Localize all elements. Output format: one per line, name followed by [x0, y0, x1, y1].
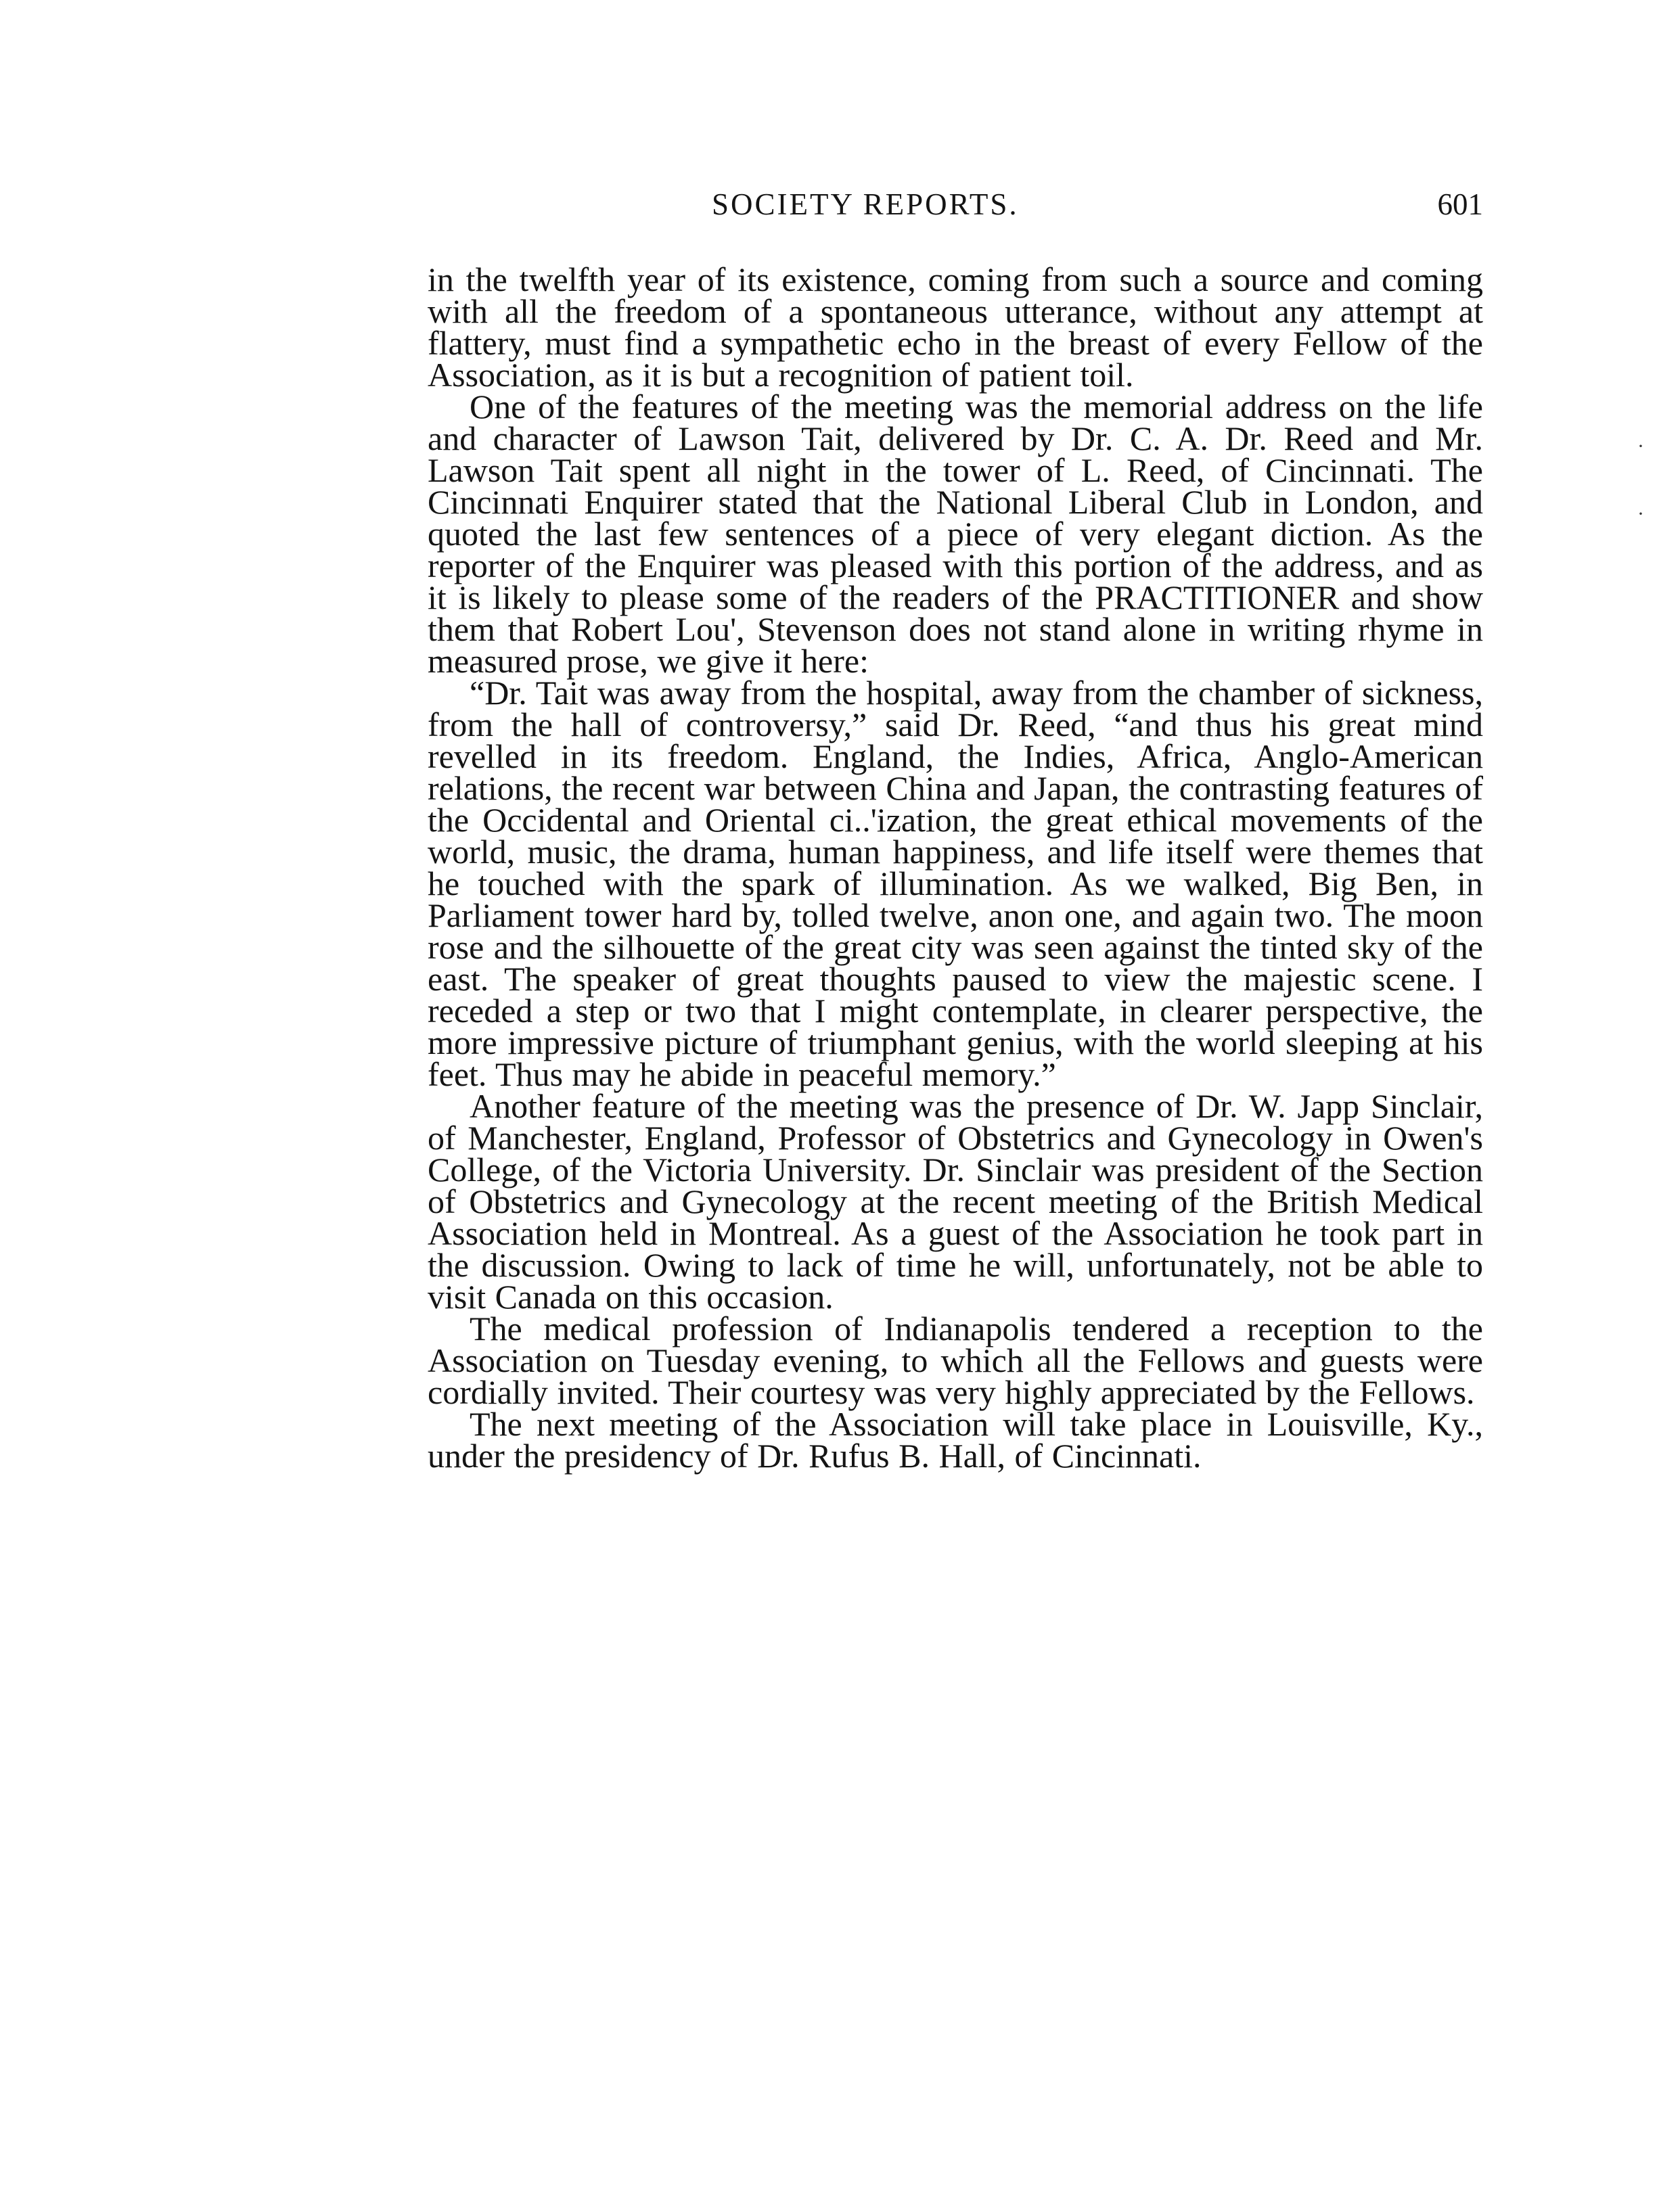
body-text [428, 260, 1483, 1475]
page-number: 601 [1437, 187, 1483, 221]
paragraph-next-meeting: The next meeting of the Association will take place in Louisville, Ky., under the presidency of Dr. Rufus B. Hall, of Cincinnati. [428, 1405, 1483, 1475]
paragraph-quotation: “Dr. Tait was away from the hospital, away from the chamber of sickness, from the hall of controversy,” said Dr. Reed, “and thus his great mind revelled in its freedom. England, the Indies, Africa, Anglo-American relations, the recent war between China and Japan, the contrasting features of the Occidental and Oriental ci..'ization, the great ethical movements of the world, music, the drama, human happiness, and life itself were themes that he touched with the spark of illumination. As we walked, Big Ben, in Parliament tower hard by, tolled twelve, anon one, and again two. The moon rose and the silhouette of the great city was seen against the tinted sky of the east. The speaker of great thoughts paused to view the majestic scene. I receded a step or two that I might contemplate, in clearer perspective, the more impressive picture of triumphant genius, with the world sleeping at his feet. Thus may he abide in peaceful memory.” [428, 674, 1483, 1093]
running-header [428, 189, 1483, 244]
margin-dot-mark: · [1637, 503, 1644, 525]
document-page [428, 187, 1483, 1475]
paragraph-sinclair: Another feature of the meeting was the presence of Dr. W. Japp Sinclair, of Manchester, England, Professor of Obstetrics and Gynecology in Owen's College, of the Victoria University. Dr. Sinclair was president of the Section of Obstetrics and Gynecology at the recent meeting of the British Medical Association held in Montreal. As a guest of the Association he took part in the discussion. Owing to lack of time he will, unfortunately, not be able to visit Canada on this occasion. [428, 1087, 1483, 1316]
paragraph-memorial-address: One of the features of the meeting was the memorial address on the life and character of Lawson Tait, delivered by Dr. C. A. Dr. Reed and Mr. Lawson Tait spent all night in the tower of L. Reed, of Cincinnati. The Cincinnati Enquirer stated that the National Liberal Club in London, and quoted the last few sentences of a piece of very elegant diction. As the reporter of the Enquirer was pleased with this portion of the address, and as it is likely to please some of the readers of the PRACTITIONER and show them that Robert Lou', Stevenson does not stand alone in writing rhyme in measured prose, we give it here: [428, 388, 1483, 680]
paragraph-continuation: in the twelfth year of its existence, coming from such a source and coming with all the freedom of a spontaneous utterance, without any attempt at flattery, must find a sympathetic echo in the breast of every Fellow of the Association, as it is but a recognition of patient toil. [428, 260, 1483, 394]
paragraph-reception: The medical profession of Indianapolis tendered a reception to the Association on Tuesday evening, to which all the Fellows and guests were cordially invited. Their courtesy was very highly appreciated by the Fellows. [428, 1310, 1483, 1411]
margin-dot-mark: · [1637, 435, 1644, 457]
running-title: SOCIETY REPORTS. [712, 187, 1019, 221]
